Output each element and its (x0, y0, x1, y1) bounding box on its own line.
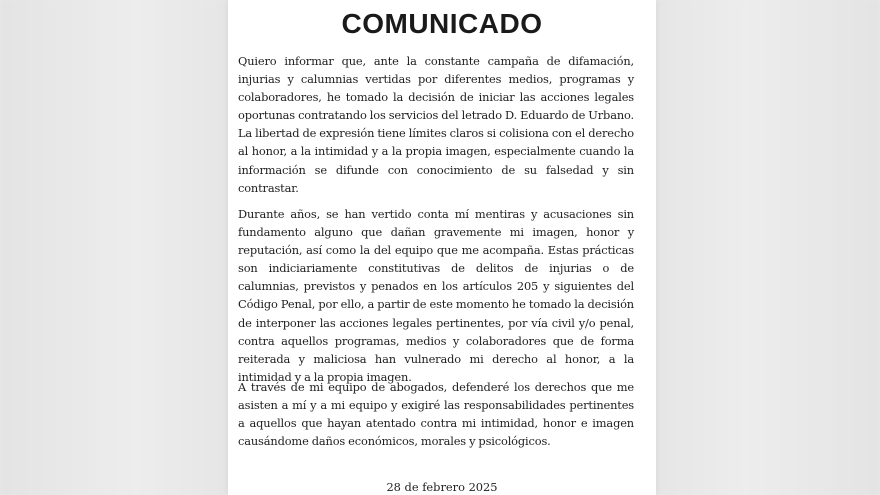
blurred-backdrop-left (0, 0, 228, 495)
statement-document (228, 0, 656, 495)
paragraph-1: Quiero informar que, ante la constante campaña de difamación, injurias y calumnias vertidas por diferentes medios, programas y colaboradores, he tomado la decisión de iniciar las acciones legales oportunas contratando los servicios del letrado D. Eduardo de Urbano. La libertad de expresión tiene límites claros si colisiona con el derecho al honor, a la intimidad y a la propia imagen, especialmente cuando la información se difunde con conocimiento de su falsedad y sin contrastar. (238, 54, 634, 195)
paragraph-3: A través de mi equipo de abogados, defenderé los derechos que me asisten a mí y a mi equipo y exigiré las responsabilidades pertinentes a aquellos que hayan atentado contra mi intimidad, honor e imagen causándome daños económicos, morales y psicológicos. (238, 380, 634, 449)
paragraph-2: Durante años, se han vertido conta mí mentiras y acusaciones sin fundamento alguno que dañan gravemente mi imagen, honor y reputación, así como la del equipo que me acompaña. Estas prácticas son indiciariamente constitutivas de delitos de injurias o de calumnias, previstos y penados en los artículos 205 y siguientes del Código Penal, por ello, a partir de este momento he tomado la decisión de interponer las acciones legales pertinentes, por vía civil y/o penal, contra aquellos programas, medios y colaboradores que de forma reiterada y maliciosa han vulnerado mi derecho al honor, a la intimidad y a la propia imagen. (238, 207, 634, 384)
blurred-backdrop-right (656, 0, 880, 495)
document-date: 28 de febrero 2025 (386, 480, 498, 494)
document-title: COMUNICADO (341, 8, 543, 39)
